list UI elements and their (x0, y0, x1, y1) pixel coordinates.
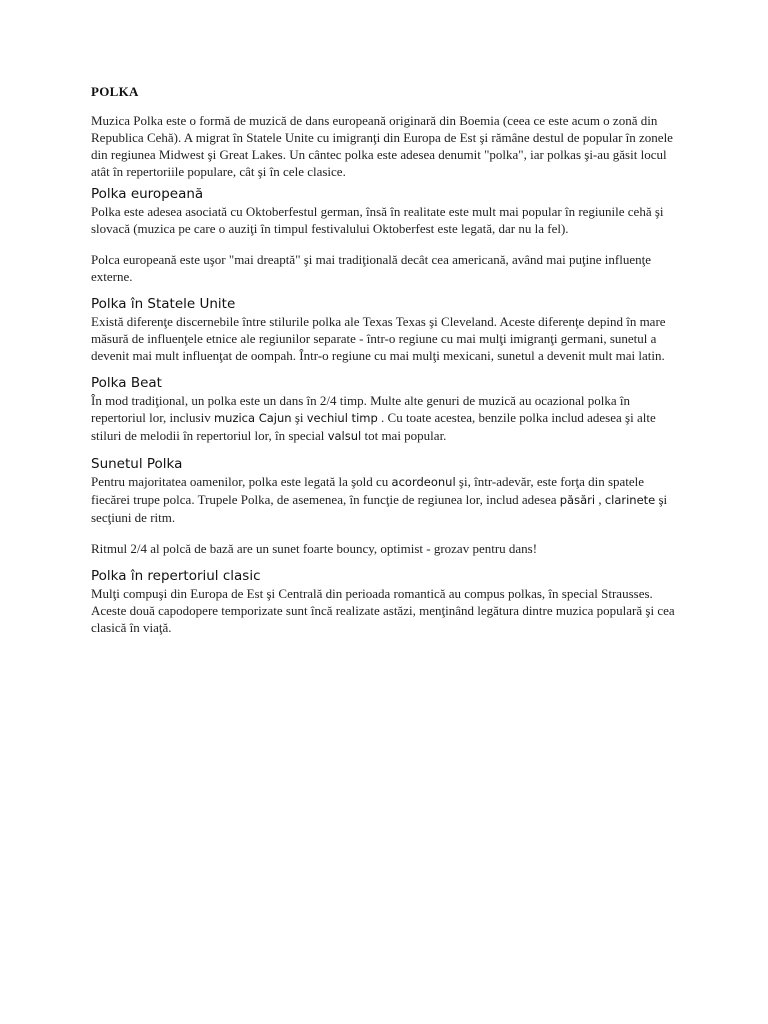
text-segment: , (595, 492, 605, 507)
document-title: POLKA (91, 84, 139, 99)
paragraph-polka-beat (91, 392, 681, 445)
text-segment: . Cu toate acestea, benzile polka includ adesea şi alte stiluri de melodii în repertoriul lor, în special (91, 410, 656, 443)
paragraph-statele-unite: Există diferenţe discernebile între stilurile polka ale Texas Texas şi Cleveland. Aceste diferenţe depind în mare măsură de influenţele etnice ale regiunilor separate - într-o regiune cu mai mulţi imigranţi germani, sunetul a devenit mai mult influenţat de oompah. Într-o regiune cu mai mulţi mexicani, sunetul a devenit mult mai latin. (91, 314, 666, 363)
heading-polka-beat: Polka Beat (91, 375, 162, 391)
heading-sunetul-polka: Sunetul Polka (91, 456, 183, 472)
keyword-clarinete: clarinete (604, 493, 656, 507)
text-segment: şi (291, 410, 307, 425)
text-segment: şi, într-adevăr, este forţa din spatele fiecărei trupe polca. Trupele Polka, de asemenea, în funcţie de regiunea lor, includ adesea (91, 474, 645, 507)
paragraph-repertoriul-clasic: Mulţi compuşi din Europa de Est şi Centrală din perioada romantică au compus polkas, în special Strausses. Aceste două capodopere temporizate sunt încă realizate astăzi, menţinând legătura dintre muzica populară şi cea clasică în viaţă. (91, 586, 675, 635)
keyword-acordeonul: acordeonul (391, 475, 456, 489)
paragraph-europeana-1: Polka este adesea asociată cu Oktoberfestul german, însă în realitate este mult mai popular în regiunile cehă şi slovacă (muzica pe care o auziţi în timpul festivalului Oktoberfest este legată, dar nu la fel). (91, 204, 664, 236)
heading-polka-europeana: Polka europeană (91, 186, 204, 202)
paragraph-sunetul-polka (91, 473, 681, 526)
heading-polka-statele-unite: Polka în Statele Unite (91, 296, 236, 312)
text-segment: tot mai popular. (361, 428, 447, 443)
keyword-pasari: păsări (559, 493, 596, 507)
text-segment: şi secţiuni de ritm. (91, 492, 668, 525)
paragraph-europeana-2: Polca europeană este uşor "mai dreaptă" şi mai tradiţională decât cea americană, având mai puţine influenţe externe. (91, 252, 651, 284)
heading-polka-repertoriul-clasic: Polka în repertoriul clasic (91, 568, 261, 584)
keyword-valsul: valsul (327, 429, 362, 443)
keyword-vechiul-timp: vechiul timp (306, 411, 378, 425)
text-segment: Pentru majoritatea oamenilor, polka este legată la şold cu (91, 474, 392, 489)
intro-paragraph: Muzica Polka este o formă de muzică de dans europeană originară din Boemia (ceea ce este acum o zonă din Republica Cehă). A migrat în Statele Unite cu imigranţi din Europa de Est şi rămâne destul de popular în zonele din regiunea Midwest şi Great Lakes. Un cântec polka este adesea denumit "polka", iar polkas şi-au găsit locul atât în repertoriile populare, cât şi în cele clasice. (91, 113, 673, 179)
document-page (91, 84, 681, 636)
text-segment: În mod tradiţional, un polka este un dans în 2/4 timp. Multe alte genuri de muzică au ocazional polka în repertoriul lor, inclusiv (91, 393, 630, 425)
keyword-muzica-cajun: muzica Cajun (213, 411, 292, 425)
paragraph-ritmul: Ritmul 2/4 al polcă de bază are un sunet foarte bouncy, optimist - grozav pentru dans! (91, 541, 538, 556)
